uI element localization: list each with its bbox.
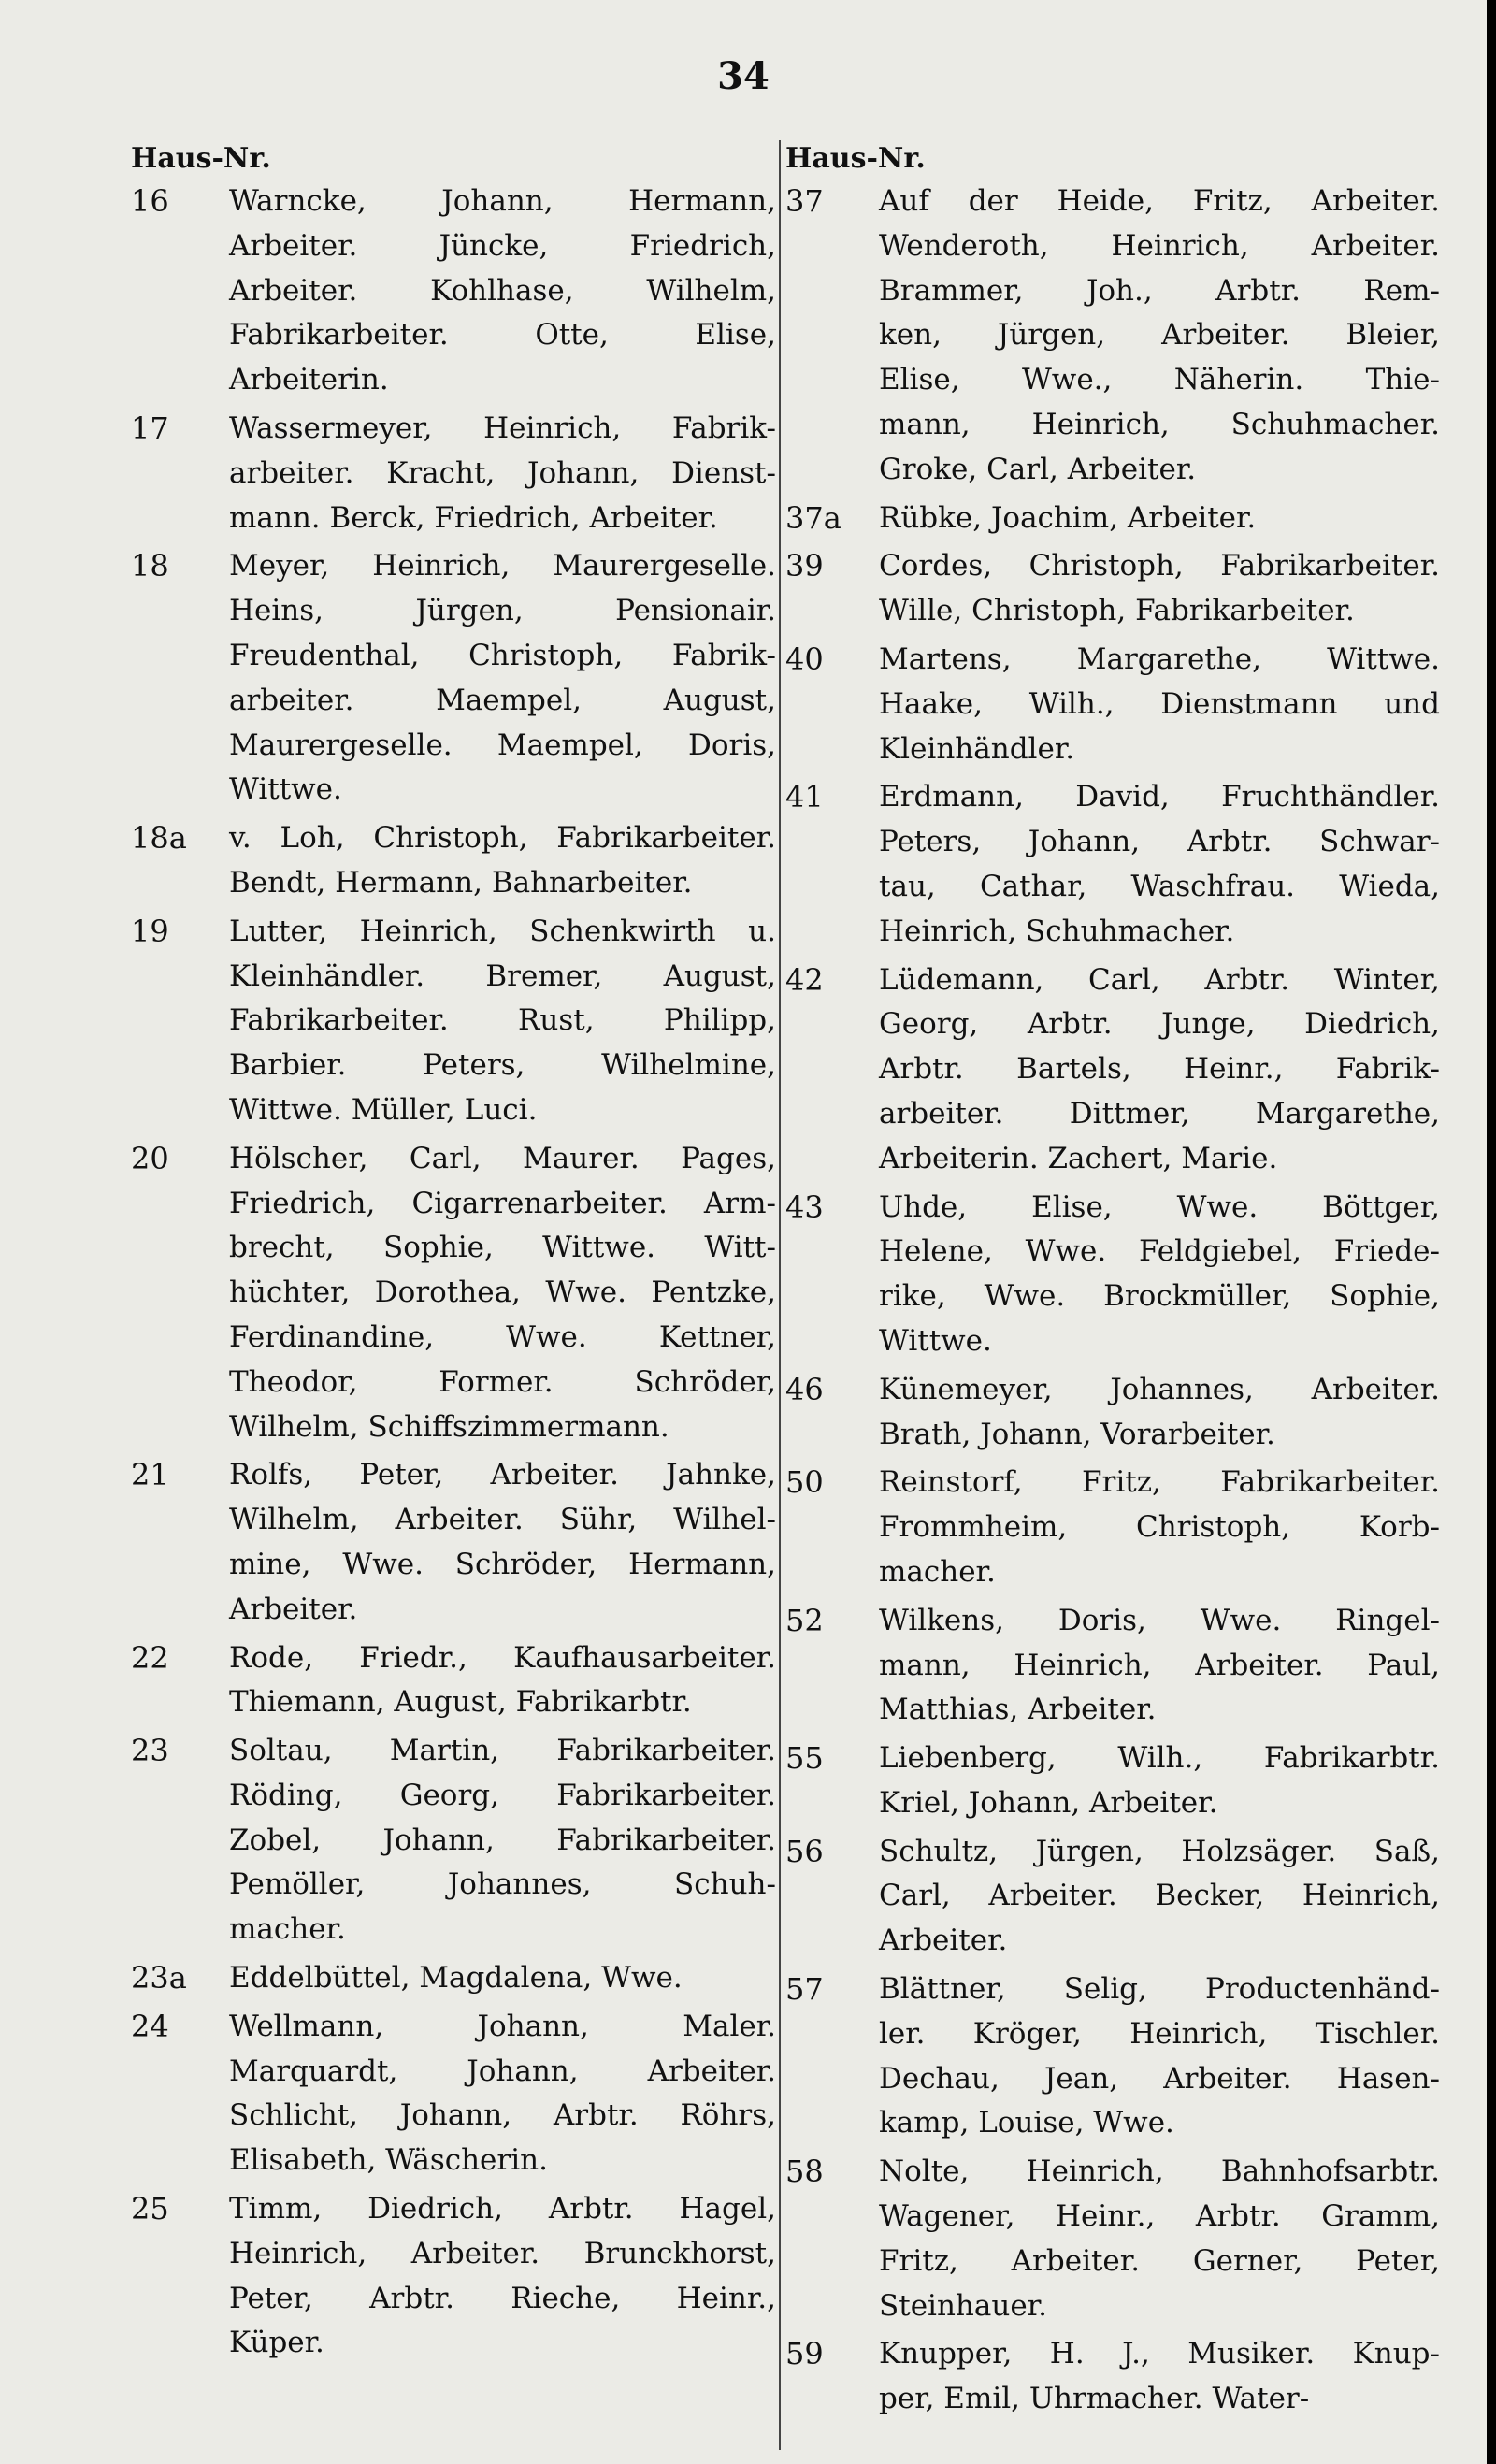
resident-line: Elisabeth, Wäscherin. — [229, 2143, 548, 2178]
right-entries — [785, 180, 1440, 2422]
resident-line: Kriel, Johann, Arbeiter. — [879, 1785, 1218, 1820]
house-entry — [785, 638, 1440, 771]
resident-line: Steinhauer. — [879, 2288, 1047, 2323]
resident-line: Warncke, Johann, Hermann, — [229, 184, 776, 218]
page-number: 34 — [717, 54, 770, 98]
resident-line: Arbtr. Bartels, Heinr., Fabrik- — [879, 1052, 1440, 1087]
house-entry — [785, 497, 1440, 541]
house-entry — [131, 1453, 776, 1632]
resident-line: Fabrikarbeiter. Otte, Elise, — [229, 318, 776, 353]
house-entry — [131, 910, 776, 1133]
house-number: 39 — [785, 548, 824, 584]
house-number: 50 — [785, 1464, 824, 1501]
resident-line: brecht, Sophie, Wittwe. Witt- — [229, 1231, 776, 1265]
resident-line: Uhde, Elise, Wwe. Böttger, — [879, 1189, 1440, 1224]
resident-line: Wilhelm, Schiffszimmermann. — [229, 1409, 669, 1444]
resident-line: Rolfs, Peter, Arbeiter. Jahnke, — [229, 1458, 776, 1492]
resident-line: Thiemann, August, Fabrikarbtr. — [229, 1685, 692, 1720]
resident-line: macher. — [879, 1554, 996, 1589]
resident-line: mann, Heinrich, Arbeiter. Paul, — [879, 1648, 1440, 1682]
house-entry — [131, 816, 776, 906]
resident-line: Kleinhändler. Bremer, August, — [229, 958, 776, 993]
resident-line: per, Emil, Uhrmacher. Water- — [879, 2382, 1310, 2416]
resident-line: Wille, Christoph, Fabrikarbeiter. — [879, 594, 1355, 628]
resident-line: Blättner, Selig, Productenhänd- — [879, 1972, 1440, 2007]
left-entries — [131, 180, 776, 2366]
resident-line: Arbeiter. — [229, 1592, 358, 1626]
house-entry — [785, 180, 1440, 493]
house-entry — [131, 1137, 776, 1450]
resident-line: Carl, Arbeiter. Becker, Heinrich, — [879, 1879, 1440, 1913]
house-number: 17 — [131, 410, 169, 446]
house-entry — [785, 1830, 1440, 1964]
resident-line: Heinrich, Schuhmacher. — [879, 914, 1235, 948]
left-column — [131, 138, 776, 2370]
resident-line: arbeiter. Kracht, Johann, Dienst- — [229, 455, 776, 490]
resident-line: Soltau, Martin, Fabrikarbeiter. — [229, 1734, 776, 1768]
house-entry — [785, 1186, 1440, 1364]
resident-line: Matthias, Arbeiter. — [879, 1693, 1157, 1727]
resident-line: Cordes, Christoph, Fabrikarbeiter. — [879, 549, 1440, 584]
house-entry — [785, 775, 1440, 954]
house-number: 52 — [785, 1602, 824, 1638]
house-number: 19 — [131, 913, 169, 949]
resident-line: Groke, Carl, Arbeiter. — [879, 452, 1197, 486]
resident-line: Arbeiter. Kohlhase, Wilhelm, — [229, 273, 776, 308]
resident-line: Wassermeyer, Heinrich, Fabrik- — [229, 411, 776, 445]
house-number: 23a — [131, 1960, 187, 1996]
resident-line: Haake, Wilh., Dienstmann und — [879, 686, 1440, 721]
resident-line: Bendt, Hermann, Bahnarbeiter. — [229, 865, 693, 900]
resident-line: Fabrikarbeiter. Rust, Philipp, — [229, 1003, 776, 1038]
resident-line: Lüdemann, Carl, Arbtr. Winter, — [879, 962, 1440, 997]
resident-line: Meyer, Heinrich, Maurergeselle. — [229, 549, 776, 584]
house-entry — [131, 1956, 776, 2001]
resident-line: Barbier. Peters, Wilhelmine, — [229, 1048, 776, 1083]
house-number: 22 — [131, 1639, 169, 1676]
house-number: 41 — [785, 779, 824, 815]
resident-line: rike, Wwe. Brockmüller, Sophie, — [879, 1279, 1440, 1314]
house-number: 42 — [785, 961, 824, 998]
resident-line: Kleinhändler. — [879, 731, 1075, 766]
resident-line: Elise, Wwe., Näherin. Thie- — [879, 363, 1440, 397]
resident-line: mine, Wwe. Schröder, Hermann, — [229, 1547, 776, 1581]
house-entry — [131, 2187, 776, 2366]
right-column — [785, 138, 1440, 2426]
house-entry — [131, 407, 776, 540]
resident-line: Maurergeselle. Maempel, Doris, — [229, 728, 776, 762]
resident-line: Friedrich, Cigarrenarbeiter. Arm- — [229, 1186, 776, 1220]
house-number: 25 — [131, 2191, 169, 2227]
resident-line: Ferdinandine, Wwe. Kettner, — [229, 1319, 776, 1354]
resident-line: mann. Berck, Friedrich, Arbeiter. — [229, 500, 718, 535]
house-entry — [785, 1967, 1440, 2146]
right-column-header: Haus-Nr. — [785, 142, 926, 175]
house-number: 37 — [785, 183, 824, 219]
resident-line: Martens, Margarethe, Wittwe. — [879, 641, 1440, 676]
house-entry — [785, 1368, 1440, 1458]
house-number: 57 — [785, 1971, 824, 2008]
resident-line: Brammer, Joh., Arbtr. Rem- — [879, 273, 1440, 308]
house-number: 21 — [131, 1457, 169, 1493]
resident-line: Peters, Johann, Arbtr. Schwar- — [879, 825, 1440, 859]
resident-line: Dechau, Jean, Arbeiter. Hasen- — [879, 2061, 1440, 2096]
house-entry — [131, 1729, 776, 1952]
resident-line: Wittwe. — [879, 1323, 992, 1358]
house-entry — [785, 2332, 1440, 2422]
house-entry — [785, 958, 1440, 1182]
house-entry — [131, 544, 776, 813]
resident-line: Wagener, Heinr., Arbtr. Gramm, — [879, 2199, 1440, 2234]
resident-line: Rübke, Joachim, Arbeiter. — [879, 500, 1257, 535]
resident-line: tau, Cathar, Waschfrau. Wieda, — [879, 869, 1440, 903]
resident-line: ken, Jürgen, Arbeiter. Bleier, — [879, 318, 1440, 353]
resident-line: ler. Kröger, Heinrich, Tischler. — [879, 2016, 1440, 2051]
resident-line: Wilkens, Doris, Wwe. Ringel- — [879, 1603, 1440, 1637]
resident-line: Wittwe. — [229, 772, 342, 807]
left-column-header: Haus-Nr. — [131, 142, 271, 175]
house-number: 56 — [785, 1833, 824, 1869]
resident-line: Arbeiter. — [879, 1924, 1008, 1958]
resident-line: Hölscher, Carl, Maurer. Pages, — [229, 1141, 776, 1175]
resident-line: Marquardt, Johann, Arbeiter. — [229, 2053, 776, 2088]
resident-line: Helene, Wwe. Feldgiebel, Friede- — [879, 1234, 1440, 1269]
resident-line: Heinrich, Arbeiter. Brunckhorst, — [229, 2236, 776, 2270]
resident-line: Lutter, Heinrich, Schenkwirth u. — [229, 914, 776, 948]
house-entry — [785, 1461, 1440, 1594]
resident-line: Timm, Diedrich, Arbtr. Hagel, — [229, 2192, 776, 2226]
resident-line: Erdmann, David, Fruchthändler. — [879, 780, 1440, 814]
resident-line: arbeiter. Maempel, August, — [229, 683, 776, 717]
resident-line: v. Loh, Christoph, Fabrikarbeiter. — [229, 821, 776, 856]
resident-line: Fritz, Arbeiter. Gerner, Peter, — [879, 2243, 1440, 2278]
resident-line: mann, Heinrich, Schuhmacher. — [879, 407, 1440, 441]
house-number: 20 — [131, 1140, 169, 1176]
resident-line: Pemöller, Johannes, Schuh- — [229, 1867, 776, 1902]
house-entry — [131, 1636, 776, 1726]
resident-line: Wellmann, Johann, Maler. — [229, 2009, 776, 2043]
house-number: 23 — [131, 1733, 169, 1769]
resident-line: Künemeyer, Johannes, Arbeiter. — [879, 1372, 1440, 1406]
resident-line: Heins, Jürgen, Pensionair. — [229, 594, 776, 628]
house-number: 18a — [131, 820, 187, 857]
house-number: 58 — [785, 2154, 824, 2190]
resident-line: Brath, Johann, Vorarbeiter. — [879, 1417, 1275, 1451]
resident-line: Frommheim, Christoph, Korb- — [879, 1510, 1440, 1545]
house-number: 43 — [785, 1189, 824, 1225]
house-number: 24 — [131, 2008, 169, 2044]
house-entry — [785, 1736, 1440, 1826]
house-number: 59 — [785, 2336, 824, 2372]
column-divider — [779, 140, 781, 2450]
resident-line: Schultz, Jürgen, Holzsäger. Saß, — [879, 1834, 1440, 1868]
resident-line: Arbeiter. Jüncke, Friedrich, — [229, 228, 776, 263]
resident-line: Zobel, Johann, Fabrikarbeiter. — [229, 1823, 776, 1857]
house-entry — [785, 2150, 1440, 2328]
resident-line: Liebenberg, Wilh., Fabrikarbtr. — [879, 1741, 1440, 1776]
resident-line: Wenderoth, Heinrich, Arbeiter. — [879, 228, 1440, 263]
house-number: 16 — [131, 183, 169, 219]
resident-line: Georg, Arbtr. Junge, Diedrich, — [879, 1007, 1440, 1042]
resident-line: Knupper, H. J., Musiker. Knup- — [879, 2337, 1440, 2371]
resident-line: hüchter, Dorothea, Wwe. Pentzke, — [229, 1275, 776, 1310]
house-entry — [131, 2005, 776, 2183]
resident-line: Auf der Heide, Fritz, Arbeiter. — [879, 184, 1440, 218]
resident-line: Schlicht, Johann, Arbtr. Röhrs, — [229, 2098, 776, 2133]
resident-line: arbeiter. Dittmer, Margarethe, — [879, 1096, 1440, 1131]
resident-line: Arbeiterin. — [229, 363, 389, 397]
resident-line: Freudenthal, Christoph, Fabrik- — [229, 638, 776, 672]
house-number: 55 — [785, 1740, 824, 1777]
resident-line: Theodor, Former. Schröder, — [229, 1364, 776, 1399]
house-entry — [131, 180, 776, 403]
resident-line: Eddelbüttel, Magdalena, Wwe. — [229, 1961, 683, 1996]
resident-line: Peter, Arbtr. Rieche, Heinr., — [229, 2281, 776, 2315]
resident-line: Wilhelm, Arbeiter. Sühr, Wilhel- — [229, 1503, 776, 1537]
house-entry — [785, 544, 1440, 634]
house-number: 18 — [131, 548, 169, 584]
resident-line: Rode, Friedr., Kaufhausarbeiter. — [229, 1640, 776, 1675]
resident-line: Röding, Georg, Fabrikarbeiter. — [229, 1778, 776, 1812]
resident-line: Arbeiterin. Zachert, Marie. — [879, 1141, 1278, 1175]
house-number: 37a — [785, 499, 842, 536]
resident-line: Nolte, Heinrich, Bahnhofsarbtr. — [879, 2154, 1440, 2189]
house-number: 40 — [785, 641, 824, 677]
resident-line: kamp, Louise, Wwe. — [879, 2106, 1174, 2140]
house-number: 46 — [785, 1371, 824, 1407]
resident-line: Küper. — [229, 2326, 324, 2360]
resident-line: Wittwe. Müller, Luci. — [229, 1092, 538, 1127]
house-entry — [785, 1599, 1440, 1733]
resident-line: macher. — [229, 1912, 346, 1947]
resident-line: Reinstorf, Fritz, Fabrikarbeiter. — [879, 1465, 1440, 1500]
